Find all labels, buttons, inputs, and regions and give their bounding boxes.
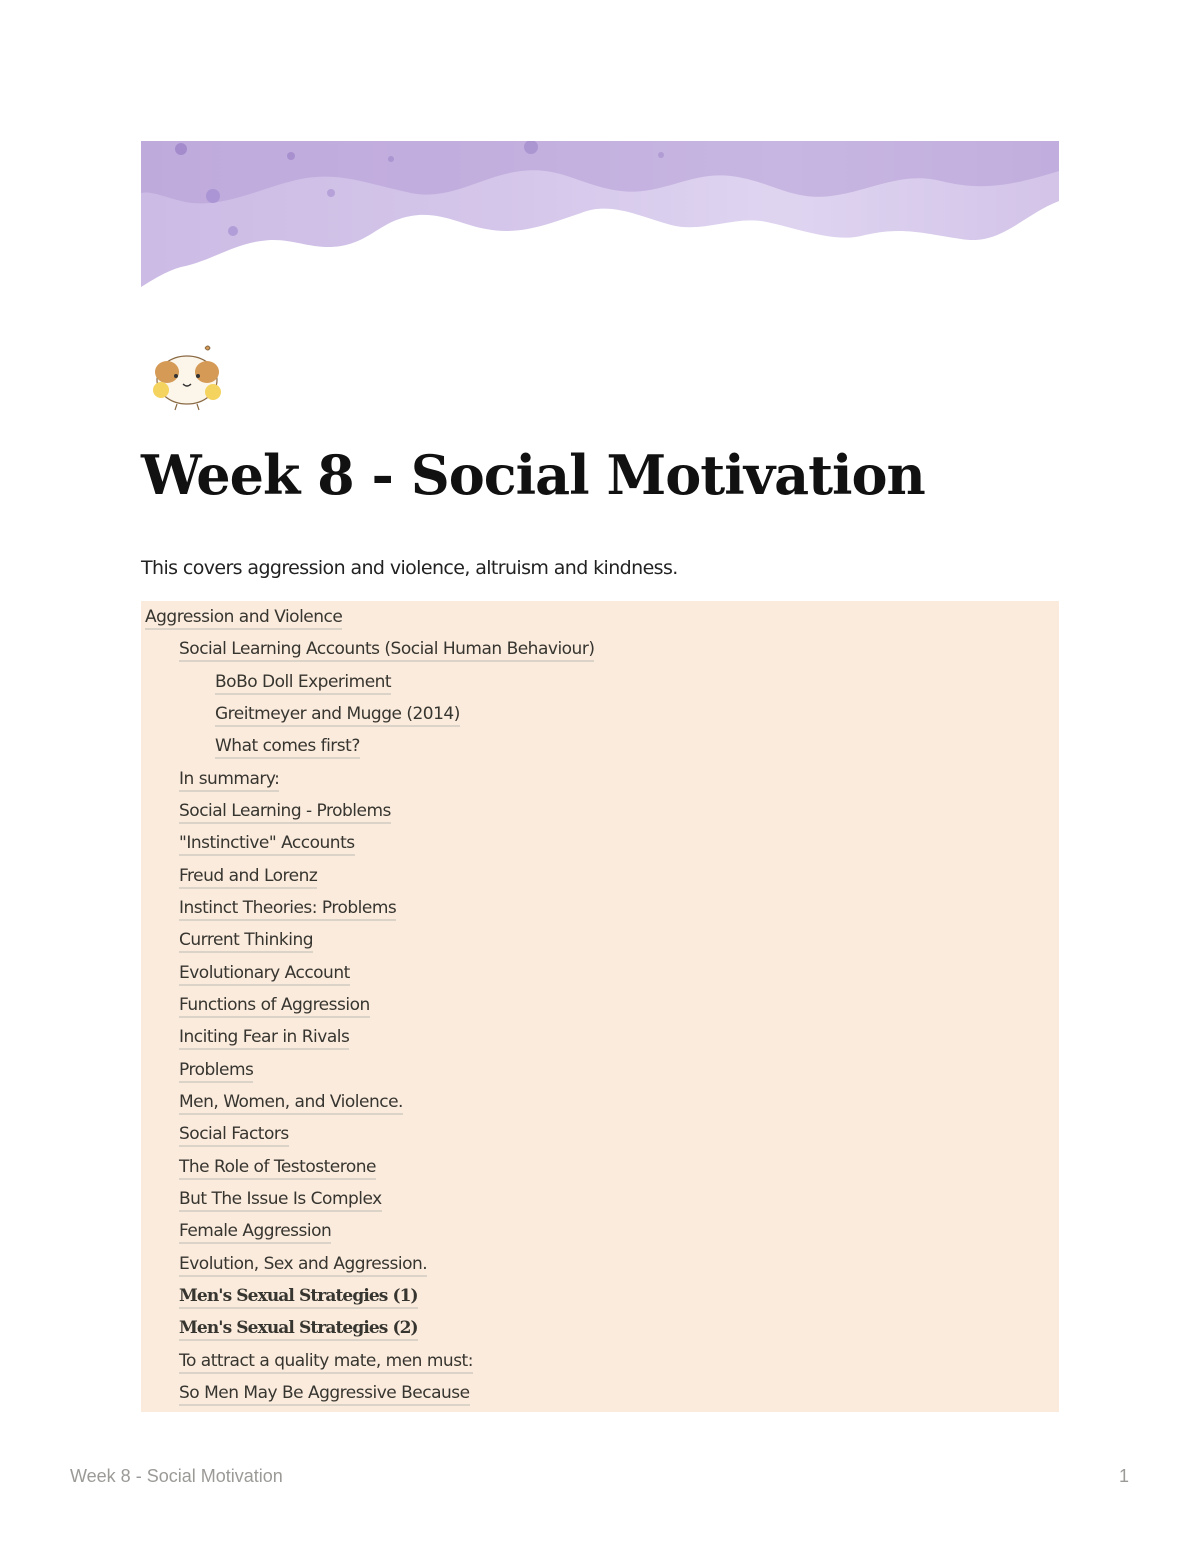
- footer-page-number: 1: [1119, 1466, 1130, 1486]
- toc-link[interactable]: [145, 606, 342, 628]
- toc-link[interactable]: [179, 929, 313, 951]
- toc-link-label: Men's Sexual Strategies (1): [179, 1286, 418, 1309]
- toc-link-label: Current Thinking: [179, 930, 313, 953]
- toc-link-label: BoBo Doll Experiment: [215, 672, 391, 695]
- toc-link[interactable]: [179, 1220, 331, 1242]
- cover-image: [141, 141, 1059, 289]
- toc-link[interactable]: [179, 1123, 289, 1145]
- toc-link[interactable]: [179, 638, 594, 660]
- page-intro: This covers aggression and violence, altruism and kindness.: [141, 557, 678, 579]
- toc-link[interactable]: [179, 1026, 349, 1048]
- toc-link[interactable]: [179, 994, 370, 1016]
- toc-link-label: Instinct Theories: Problems: [179, 898, 396, 921]
- toc-link-label: Greitmeyer and Mugge (2014): [215, 704, 460, 727]
- toc-link-label: Men, Women, and Violence.: [179, 1092, 403, 1115]
- footer-title: Week 8 - Social Motivation: [70, 1466, 283, 1486]
- toc-link-label: What comes first?: [215, 736, 360, 759]
- toc-link[interactable]: [179, 1350, 473, 1372]
- toc-link-label: But The Issue Is Complex: [179, 1189, 382, 1212]
- toc-link-label: So Men May Be Aggressive Because: [179, 1383, 470, 1406]
- page-title: Week 8 - Social Motivation: [141, 443, 925, 507]
- toc-link[interactable]: [179, 768, 279, 790]
- toc-link-label: Social Learning Accounts (Social Human Behaviour): [179, 639, 594, 662]
- toc-link[interactable]: [179, 832, 355, 854]
- toc-link-label: Inciting Fear in Rivals: [179, 1027, 349, 1050]
- toc-link-label: Evolutionary Account: [179, 963, 350, 986]
- toc-link[interactable]: [215, 671, 391, 693]
- toc-link-label: Female Aggression: [179, 1221, 331, 1244]
- toc-link-label: To attract a quality mate, men must:: [179, 1351, 473, 1374]
- toc-link-label: The Role of Testosterone: [179, 1157, 376, 1180]
- toc-link[interactable]: [179, 1059, 253, 1081]
- toc-link[interactable]: [215, 703, 460, 725]
- toc-link-label: Aggression and Violence: [145, 607, 342, 630]
- toc-link[interactable]: [179, 1285, 418, 1307]
- toc-link-label: Functions of Aggression: [179, 995, 370, 1018]
- toc-link-label: Social Factors: [179, 1124, 289, 1147]
- toc-link[interactable]: [215, 735, 360, 757]
- toc-link[interactable]: [179, 800, 391, 822]
- toc-link[interactable]: [179, 1382, 470, 1404]
- toc-link-label: Evolution, Sex and Aggression.: [179, 1254, 427, 1277]
- table-of-contents: [141, 601, 1059, 1412]
- toc-link[interactable]: [179, 897, 396, 919]
- toc-link-label: In summary:: [179, 769, 279, 792]
- toc-link[interactable]: [179, 1317, 418, 1339]
- toc-link-label: Men's Sexual Strategies (2): [179, 1318, 418, 1341]
- toc-link-label: "Instinctive" Accounts: [179, 833, 355, 856]
- toc-link[interactable]: [179, 865, 317, 887]
- toc-link-label: Problems: [179, 1060, 253, 1083]
- toc-link[interactable]: [179, 1156, 376, 1178]
- toc-link[interactable]: [179, 962, 350, 984]
- toc-link[interactable]: [179, 1253, 427, 1275]
- hamster-icon[interactable]: [141, 340, 233, 412]
- toc-link-label: Social Learning - Problems: [179, 801, 391, 824]
- toc-link[interactable]: [179, 1091, 403, 1113]
- toc-link[interactable]: [179, 1188, 382, 1210]
- toc-link-label: Freud and Lorenz: [179, 866, 317, 889]
